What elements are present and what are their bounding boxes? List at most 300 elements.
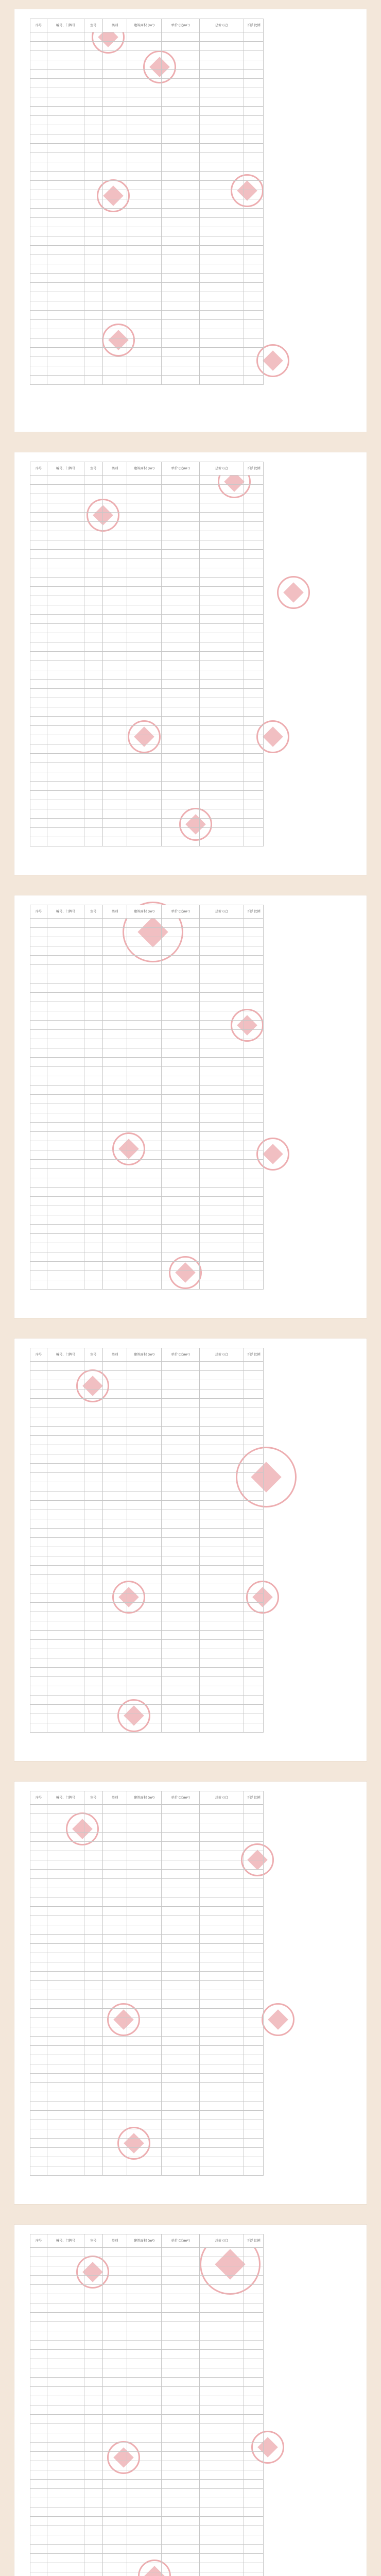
table-cell	[47, 974, 84, 984]
table-cell	[102, 134, 127, 144]
table-row	[30, 2322, 264, 2331]
table-cell	[47, 2248, 84, 2257]
table-cell	[102, 2139, 127, 2148]
table-cell	[127, 531, 162, 540]
table-cell	[127, 717, 162, 726]
table-cell	[47, 689, 84, 698]
table-cell	[127, 1981, 162, 1990]
table-row	[30, 928, 264, 937]
table-cell	[102, 782, 127, 791]
table-cell	[244, 1668, 263, 1677]
table-cell	[102, 376, 127, 385]
table-cell	[199, 246, 244, 255]
table-cell	[127, 246, 162, 255]
table-cell	[127, 2074, 162, 2083]
table-cell	[84, 1280, 102, 1290]
table-cell	[199, 1640, 244, 1649]
table-row	[30, 153, 264, 162]
table-cell	[47, 1141, 84, 1150]
table-cell	[47, 993, 84, 1002]
table-row	[30, 633, 264, 642]
table-cell	[162, 107, 200, 116]
table-cell	[84, 1842, 102, 1851]
table-cell	[30, 1271, 47, 1280]
table-cell	[102, 587, 127, 596]
table-cell	[30, 320, 47, 329]
table-cell	[244, 550, 263, 559]
table-cell	[244, 1907, 263, 1916]
table-cell	[244, 348, 263, 357]
table-cell	[47, 1640, 84, 1649]
table-cell	[127, 2563, 162, 2572]
table-cell	[102, 2359, 127, 2368]
table-cell	[102, 1575, 127, 1584]
table-cell	[102, 503, 127, 513]
table-cell	[127, 2443, 162, 2452]
table-cell	[47, 218, 84, 227]
column-header: 室号	[84, 1791, 102, 1805]
table-cell	[127, 1916, 162, 1925]
table-cell	[162, 1371, 200, 1380]
table-cell	[30, 928, 47, 937]
table-cell	[127, 642, 162, 652]
table-row	[30, 1225, 264, 1234]
table-row	[30, 338, 264, 348]
table-cell	[127, 1399, 162, 1408]
table-cell	[162, 735, 200, 744]
table-cell	[47, 1916, 84, 1925]
table-cell	[102, 1640, 127, 1649]
table-cell	[84, 522, 102, 531]
table-cell	[199, 485, 244, 494]
table-cell	[199, 605, 244, 615]
table-cell	[244, 819, 263, 828]
table-row	[30, 2405, 264, 2415]
table-cell	[47, 1501, 84, 1510]
table-cell	[47, 1686, 84, 1696]
table-cell	[244, 1417, 263, 1427]
table-cell	[162, 70, 200, 79]
table-cell	[244, 1566, 263, 1575]
table-cell	[199, 2396, 244, 2405]
table-cell	[30, 1805, 47, 1814]
table-cell	[30, 1021, 47, 1030]
table-cell	[199, 1076, 244, 1086]
table-cell	[84, 2266, 102, 2276]
table-cell	[30, 1030, 47, 1039]
table-cell	[84, 791, 102, 800]
table-cell	[127, 153, 162, 162]
table-cell	[127, 1879, 162, 1888]
table-cell	[102, 283, 127, 292]
table-cell	[244, 311, 263, 320]
table-cell	[47, 1696, 84, 1705]
table-cell	[162, 2074, 200, 2083]
table-cell	[127, 172, 162, 181]
table-cell	[199, 1123, 244, 1132]
table-row	[30, 2331, 264, 2341]
table-row	[30, 946, 264, 956]
table-cell	[84, 2489, 102, 2498]
table-cell	[84, 1169, 102, 1178]
table-cell	[84, 2378, 102, 2387]
table-cell	[244, 2129, 263, 2139]
table-cell	[127, 965, 162, 974]
table-cell	[30, 652, 47, 661]
table-cell	[127, 550, 162, 559]
column-header: 下浮 比例	[244, 1791, 263, 1805]
table-cell	[30, 1427, 47, 1436]
table-cell	[162, 2341, 200, 2350]
table-cell	[199, 2461, 244, 2470]
table-cell	[127, 236, 162, 246]
table-row	[30, 2083, 264, 2092]
table-cell	[127, 1473, 162, 1482]
price-list-page	[14, 1338, 367, 1761]
table-cell	[244, 2489, 263, 2498]
table-row	[30, 357, 264, 366]
table-cell	[47, 2535, 84, 2545]
table-cell	[30, 2009, 47, 2018]
column-header: 幢号、门牌号	[47, 2234, 84, 2248]
table-cell	[162, 255, 200, 264]
table-cell	[199, 2507, 244, 2517]
table-cell	[84, 578, 102, 587]
table-cell	[47, 1271, 84, 1280]
table-cell	[162, 1944, 200, 1953]
table-cell	[102, 199, 127, 209]
table-cell	[102, 1234, 127, 1243]
table-cell	[199, 698, 244, 707]
table-row	[30, 1584, 264, 1594]
column-header: 建筑面积 (m²)	[127, 2234, 162, 2248]
table-cell	[162, 1833, 200, 1842]
table-cell	[244, 670, 263, 680]
table-cell	[162, 605, 200, 615]
table-cell	[30, 2498, 47, 2507]
table-row	[30, 190, 264, 199]
table-cell	[84, 218, 102, 227]
table-row	[30, 1640, 264, 1649]
table-cell	[199, 1243, 244, 1252]
table-cell	[30, 1529, 47, 1538]
table-cell	[199, 1879, 244, 1888]
table-cell	[84, 984, 102, 993]
table-cell	[102, 1944, 127, 1953]
table-row	[30, 329, 264, 338]
table-row	[30, 689, 264, 698]
table-cell	[244, 1851, 263, 1860]
table-cell	[162, 2424, 200, 2433]
table-cell	[84, 199, 102, 209]
table-cell	[127, 578, 162, 587]
table-cell	[127, 819, 162, 828]
table-cell	[47, 1805, 84, 1814]
table-cell	[102, 1048, 127, 1058]
table-cell	[199, 125, 244, 134]
table-cell	[47, 2294, 84, 2303]
table-cell	[127, 1030, 162, 1039]
table-row	[30, 2452, 264, 2461]
table-cell	[199, 1814, 244, 1823]
table-cell	[30, 1132, 47, 1141]
table-cell	[199, 1999, 244, 2009]
table-cell	[102, 1556, 127, 1566]
table-cell	[30, 2331, 47, 2341]
table-cell	[127, 1860, 162, 1870]
table-row	[30, 1197, 264, 1206]
table-cell	[102, 1658, 127, 1668]
table-row	[30, 1538, 264, 1547]
table-cell	[127, 2064, 162, 2074]
table-cell	[84, 274, 102, 283]
table-row	[30, 1723, 264, 1733]
table-cell	[47, 1095, 84, 1104]
table-cell	[199, 2266, 244, 2276]
table-cell	[30, 2294, 47, 2303]
table-cell	[199, 2139, 244, 2148]
table-cell	[162, 2037, 200, 2046]
column-header: 幢号、门牌号	[47, 462, 84, 476]
table-cell	[47, 1178, 84, 1188]
table-cell	[30, 1454, 47, 1464]
table-cell	[162, 1002, 200, 1011]
table-cell	[162, 642, 200, 652]
table-row	[30, 559, 264, 568]
table-cell	[84, 2120, 102, 2129]
table-cell	[84, 974, 102, 984]
table-cell	[127, 2313, 162, 2322]
table-cell	[84, 717, 102, 726]
table-cell	[84, 809, 102, 819]
table-cell	[244, 2148, 263, 2157]
table-row	[30, 1999, 264, 2009]
table-cell	[102, 1990, 127, 1999]
table-cell	[127, 2424, 162, 2433]
table-cell	[30, 1696, 47, 1705]
table-cell	[102, 2276, 127, 2285]
table-cell	[162, 2294, 200, 2303]
table-cell	[84, 1640, 102, 1649]
table-cell	[30, 264, 47, 274]
table-cell	[84, 301, 102, 311]
table-cell	[102, 2517, 127, 2526]
table-cell	[199, 928, 244, 937]
table-row	[30, 1048, 264, 1058]
table-row	[30, 2443, 264, 2452]
table-cell	[199, 1473, 244, 1482]
table-cell	[30, 965, 47, 974]
table-cell	[102, 2443, 127, 2452]
table-cell	[127, 1048, 162, 1058]
table-cell	[47, 559, 84, 568]
table-cell	[127, 1723, 162, 1733]
table-cell	[84, 1482, 102, 1492]
table-cell	[102, 689, 127, 698]
table-cell	[30, 2517, 47, 2526]
table-cell	[199, 2064, 244, 2074]
table-cell	[199, 1631, 244, 1640]
table-cell	[244, 2139, 263, 2148]
table-cell	[199, 2359, 244, 2368]
table-cell	[244, 88, 263, 97]
table-cell	[30, 2055, 47, 2064]
table-cell	[102, 791, 127, 800]
table-cell	[84, 993, 102, 1002]
table-cell	[162, 1048, 200, 1058]
table-cell	[127, 1436, 162, 1445]
table-row	[30, 274, 264, 283]
table-cell	[162, 1612, 200, 1621]
table-cell	[47, 1482, 84, 1492]
table-cell	[244, 1169, 263, 1178]
table-cell	[47, 2322, 84, 2331]
table-cell	[102, 2322, 127, 2331]
table-cell	[84, 1262, 102, 1271]
table-cell	[30, 993, 47, 1002]
table-cell	[162, 1860, 200, 1870]
table-row	[30, 1002, 264, 1011]
table-row	[30, 1141, 264, 1150]
table-cell	[47, 1714, 84, 1723]
column-header: 类别	[102, 19, 127, 32]
table-cell	[30, 255, 47, 264]
table-cell	[47, 1999, 84, 2009]
table-cell	[244, 1225, 263, 1234]
table-cell	[127, 2341, 162, 2350]
table-cell	[162, 2378, 200, 2387]
table-row	[30, 680, 264, 689]
table-cell	[127, 2350, 162, 2359]
table-cell	[30, 125, 47, 134]
table-cell	[127, 2166, 162, 2176]
table-cell	[127, 1714, 162, 1723]
table-cell	[30, 1897, 47, 1907]
table-cell	[84, 1686, 102, 1696]
price-table	[30, 2234, 264, 2576]
table-cell	[47, 1823, 84, 1833]
table-cell	[84, 1371, 102, 1380]
table-cell	[199, 2285, 244, 2294]
table-cell	[162, 1556, 200, 1566]
table-cell	[47, 1566, 84, 1575]
table-cell	[84, 329, 102, 338]
table-cell	[84, 246, 102, 255]
table-cell	[199, 1501, 244, 1510]
table-cell	[162, 1262, 200, 1271]
table-cell	[84, 1566, 102, 1575]
table-cell	[244, 1925, 263, 1935]
table-cell	[244, 984, 263, 993]
table-cell	[162, 218, 200, 227]
table-cell	[127, 1556, 162, 1566]
table-cell	[199, 550, 244, 559]
table-cell	[84, 162, 102, 172]
table-row	[30, 2129, 264, 2139]
table-cell	[162, 928, 200, 937]
table-cell	[102, 1916, 127, 1925]
table-cell	[47, 661, 84, 670]
table-cell	[127, 522, 162, 531]
table-cell	[162, 652, 200, 661]
column-header: 序号	[30, 1791, 47, 1805]
table-cell	[162, 1649, 200, 1658]
table-cell	[162, 1897, 200, 1907]
table-cell	[47, 2046, 84, 2055]
table-cell	[47, 2009, 84, 2018]
table-row	[30, 503, 264, 513]
table-cell	[47, 1399, 84, 1408]
table-row	[30, 698, 264, 707]
table-cell	[84, 828, 102, 837]
table-cell	[199, 652, 244, 661]
table-cell	[199, 1371, 244, 1380]
table-cell	[30, 2276, 47, 2285]
table-cell	[162, 2313, 200, 2322]
table-cell	[47, 1962, 84, 1972]
table-row	[30, 513, 264, 522]
table-cell	[127, 1547, 162, 1556]
table-cell	[199, 144, 244, 153]
table-cell	[47, 782, 84, 791]
table-cell	[162, 522, 200, 531]
table-cell	[47, 670, 84, 680]
table-cell	[84, 624, 102, 633]
table-cell	[102, 1492, 127, 1501]
table-cell	[102, 1897, 127, 1907]
table-cell	[162, 1271, 200, 1280]
table-cell	[47, 494, 84, 503]
table-row	[30, 311, 264, 320]
table-cell	[199, 1086, 244, 1095]
table-cell	[84, 485, 102, 494]
table-cell	[30, 513, 47, 522]
table-cell	[199, 1039, 244, 1048]
table-cell	[199, 2148, 244, 2157]
table-cell	[84, 357, 102, 366]
table-cell	[84, 1067, 102, 1076]
table-cell	[47, 255, 84, 264]
table-cell	[244, 2046, 263, 2055]
table-cell	[199, 782, 244, 791]
table-cell	[30, 1547, 47, 1556]
table-cell	[199, 348, 244, 357]
table-cell	[102, 1696, 127, 1705]
table-cell	[30, 1668, 47, 1677]
table-cell	[162, 965, 200, 974]
table-cell	[162, 476, 200, 485]
table-cell	[102, 1879, 127, 1888]
table-cell	[244, 329, 263, 338]
table-cell	[162, 1566, 200, 1575]
table-cell	[102, 1389, 127, 1399]
table-header-row	[30, 2234, 264, 2248]
table-cell	[244, 1482, 263, 1492]
table-cell	[102, 1262, 127, 1271]
table-cell	[199, 1953, 244, 1962]
table-cell	[127, 1501, 162, 1510]
table-cell	[102, 763, 127, 772]
table-row	[30, 1076, 264, 1086]
table-row	[30, 2248, 264, 2257]
table-cell	[162, 357, 200, 366]
table-cell	[47, 1529, 84, 1538]
table-row	[30, 107, 264, 116]
table-cell	[127, 1427, 162, 1436]
table-cell	[47, 1631, 84, 1640]
table-cell	[199, 503, 244, 513]
table-cell	[162, 1445, 200, 1454]
